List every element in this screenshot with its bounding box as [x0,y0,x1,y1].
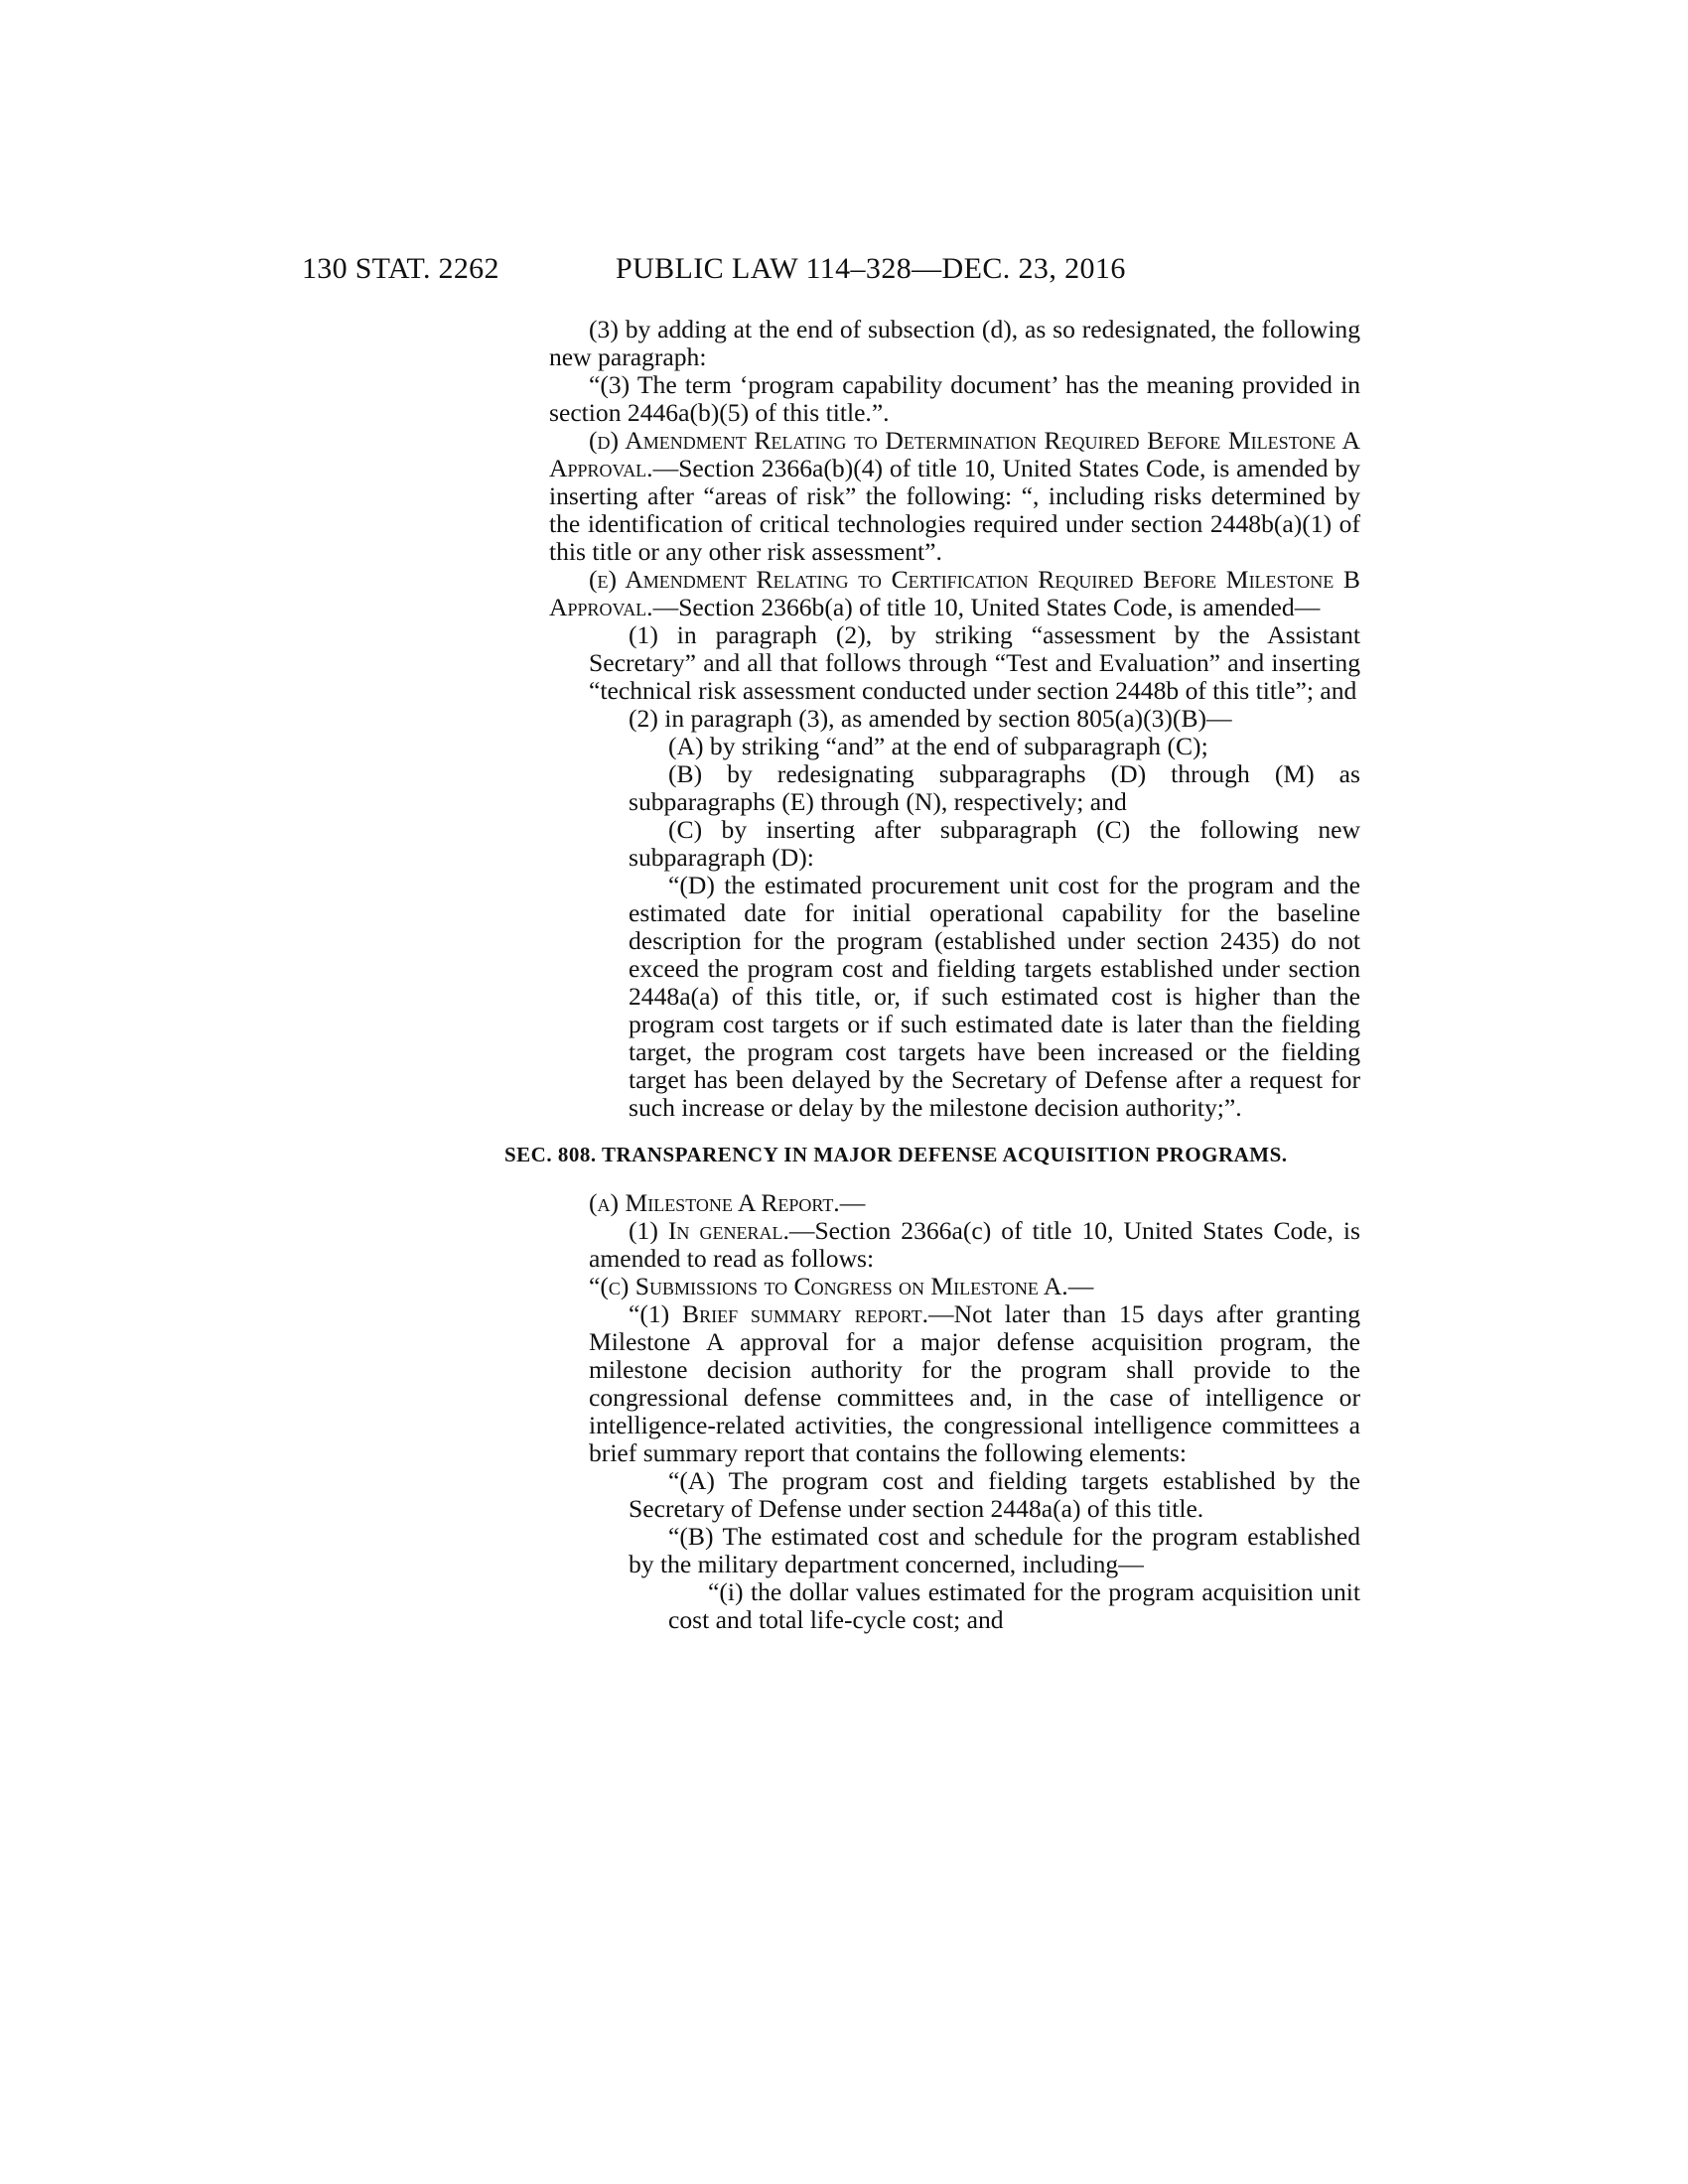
paragraph-3-adding: (3) by adding at the end of subsection (d), as so redesignated, the following new paragraph: [549,315,1360,371]
subsection-a-dash: — [839,1188,866,1217]
page-header [0,0,1688,298]
subsection-d [549,427,1360,566]
section-808-heading: SEC. 808. TRANSPARENCY IN MAJOR DEFENSE ACQUISITION PROGRAMS. [504,1143,1288,1166]
document-body [504,315,1360,1634]
paragraph-c-1 [549,1300,1360,1467]
subsection-a-heading: (a) Milestone A Report. [589,1188,840,1217]
subparagraph-e-2-b: (B) by redesignating subparagraphs (D) through (M) as subparagraphs (E) through (N), respectively; and [629,759,1360,816]
subsection-d-heading: (d) Amendment Relating to Determination Required Before Milestone A Approval. [549,426,1360,482]
subsection-c-dash: — [1067,1272,1094,1300]
subsection-c-amended [549,1273,1360,1300]
public-law-title: PUBLIC LAW 114–328—DEC. 23, 2016 [616,252,1126,285]
subparagraph-c-1-b: “(B) The estimated cost and schedule for the program established by the military department concerned, including— [629,1522,1360,1578]
statute-page-number: 130 STAT. 2262 [302,252,499,285]
paragraph-program-capability-term: “(3) The term ‘program capability document’ has the meaning provided in section 2446a(b)(5) of this title.”. [549,370,1360,427]
paragraph-c-1-text: —Not later than 15 days after granting Milestone A approval for a major defense acquisition program, the milestone decision authority for the program shall provide to the congressional defense committees and, in the case of intelligence or intelligence-related activities, the congressional intelligence committees a brief summary report that contains the following elements: [589,1299,1360,1467]
subparagraph-e-2-a: (A) by striking “and” at the end of subparagraph (C); [668,732,1208,760]
subsection-d-text: —Section 2366a(b)(4) of title 10, United States Code, is amended by inserting after “areas of risk” the following: “, including risks determined by the identification of critical technologies required under section 2448b(a)(1) of this title or any other risk assessment”. [549,454,1360,566]
paragraph-a-1-heading: (1) In general. [629,1216,789,1245]
paragraph-c-1-heading: “(1) Brief summary report. [629,1299,929,1328]
subsection-a [549,1189,1360,1217]
subparagraph-e-2-c: (C) by inserting after subparagraph (C) the following new subparagraph (D): [629,815,1360,872]
paragraph-a-1-text: —Section 2366a(c) of title 10, United States Code, is amended to read as follows: [589,1216,1360,1273]
subparagraph-c-1-a: “(A) The program cost and fielding targets established by the Secretary of Defense under section 2448a(a) of this title. [629,1466,1360,1523]
subsection-e-heading: (e) Amendment Relating to Certification Required Before Milestone B Approval. [549,565,1360,621]
paragraph-e-2: (2) in paragraph (3), as amended by section 805(a)(3)(B)— [629,704,1232,733]
subsection-e [549,566,1360,621]
new-subparagraph-d: “(D) the estimated procurement unit cost for the program and the estimated date for initial operational capability for the baseline description for the program (established under section 2435) do not exceed the program cost and fielding targets established under section 2448a(a) of this title, or, if such estimated cost is higher than the program cost targets or if such estimated date is later than the fielding target, the program cost targets have been increased or the fielding target has been delayed by the Secretary of Defense after a request for such increase or delay by the milestone decision authority;”. [629,871,1360,1122]
subsection-e-text: —Section 2366b(a) of title 10, United States Code, is amended— [652,593,1321,621]
subsection-c-heading: “(c) Submissions to Congress on Milestone A. [589,1272,1068,1300]
paragraph-a-1 [549,1217,1360,1273]
paragraph-e-1: (1) in paragraph (2), by striking “assessment by the Assistant Secretary” and all that follows through “Test and Evaluation” and inserting “technical risk assessment conducted under section 2448b of this title”; and [589,620,1360,705]
clause-c-1-b-i: “(i) the dollar values estimated for the program acquisition unit cost and total life-cycle cost; and [668,1577,1360,1634]
